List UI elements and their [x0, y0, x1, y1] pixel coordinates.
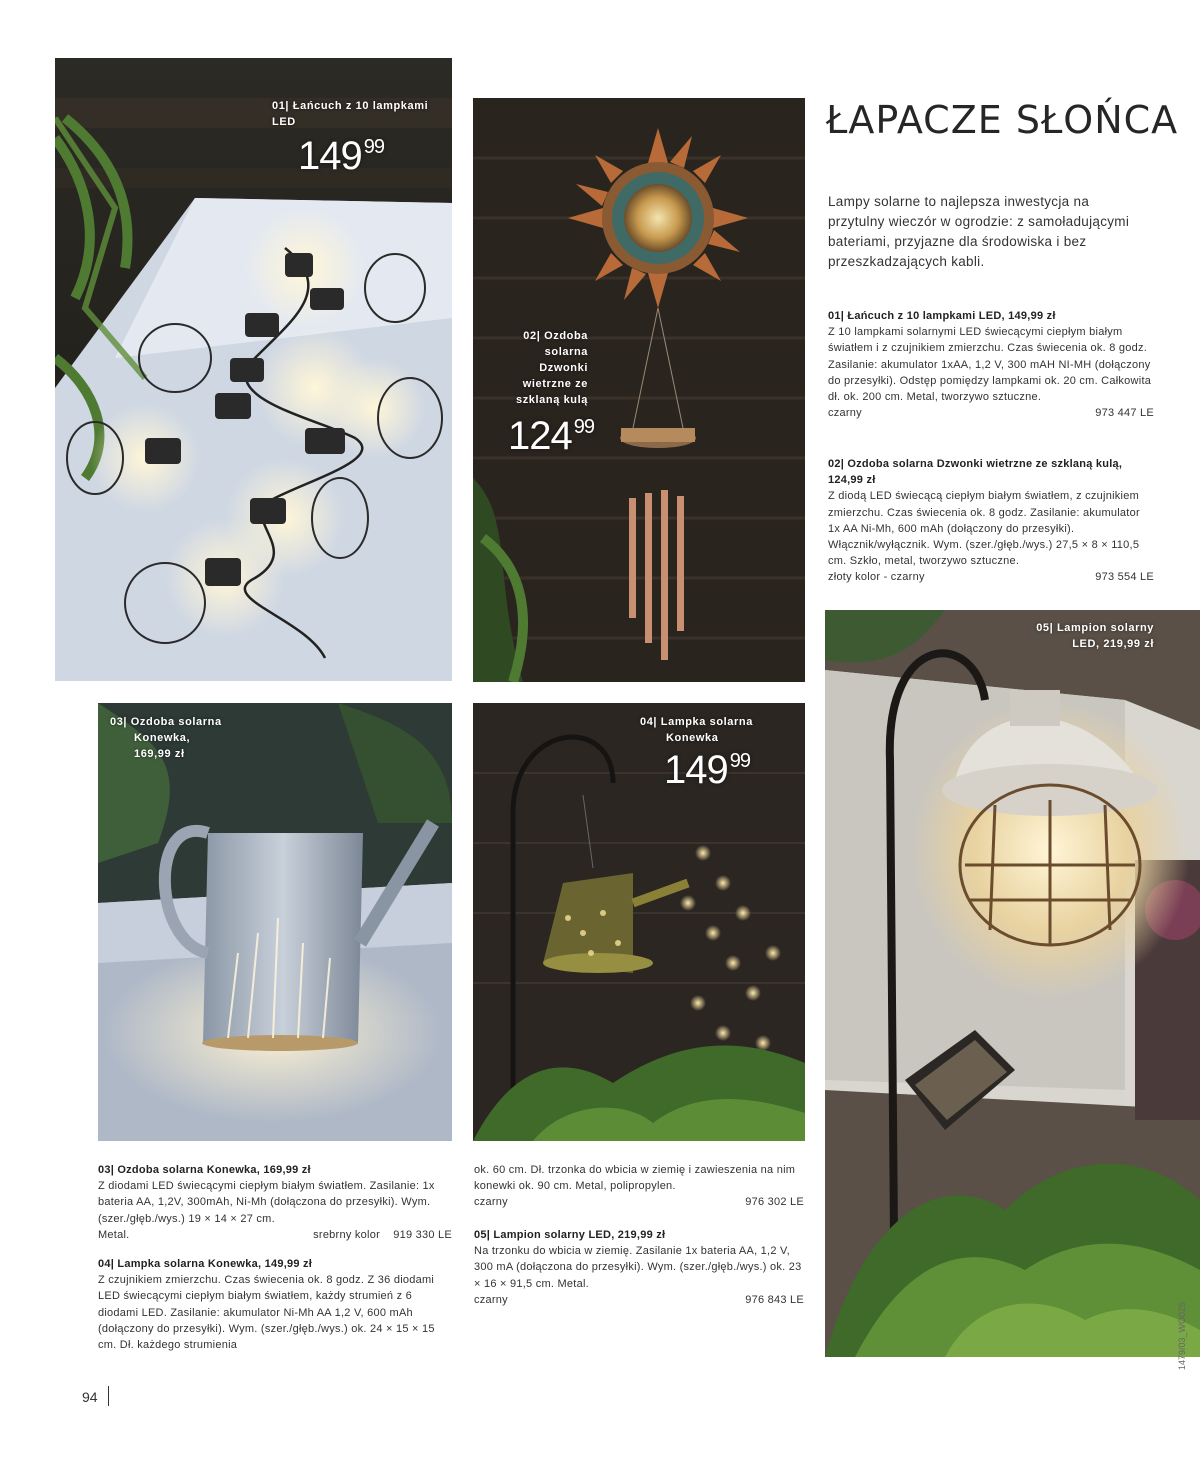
price-cents: 99: [729, 750, 750, 772]
product-sku: 973 554 LE: [1095, 571, 1154, 584]
product-badge-05: [1002, 620, 1154, 652]
badge-line: Ozdoba solarna: [130, 716, 222, 728]
product-color: czarny: [474, 1293, 508, 1306]
product-heading: 02| Ozdoba solarna Dzwonki wietrzne ze szklaną kulą, 124,99 zł: [828, 458, 1123, 487]
product-description-04-continued: [474, 1162, 804, 1211]
product-color: złoty kolor - czarny: [828, 571, 925, 584]
badge-line: Dzwonki: [539, 362, 588, 374]
page-headline: ŁAPACZE SŁOŃCA: [826, 98, 1179, 142]
price-main: 149: [298, 134, 362, 178]
product-heading: 01| Łańcuch z 10 lampkami LED, 149,99 zł: [828, 310, 1056, 322]
product-sku: 919 330 LE: [393, 1228, 452, 1241]
badge-number: 01|: [272, 100, 290, 112]
badge-number: 02|: [523, 330, 541, 342]
product-color: srebrny kolor: [313, 1228, 380, 1241]
product-sku: 976 302 LE: [745, 1196, 804, 1209]
product-body: Z 10 lampkami solarnymi LED świecącymi ciepłym białym światłem i z czujnikiem zmierzchu. Czas świecenia ok. 8 godz. Zasilanie: akumulator 1xAA, 1,2 V, 300 mAH NI-MH (dołączony do przesyłki). Odstęp pomiędzy lampkami ok. 20 cm. Całkowita dł. ok. 200 cm. Metal, tworzywo sztuczne.: [828, 326, 1152, 404]
watering-can-lamp-image: [473, 703, 805, 1141]
product-body: Z czujnikiem zmierzchu. Czas świecenia ok. 8 godz. Z 36 diodami LED świecącymi ciepłym białym światłem, każdy strumień z 6 diodami LED. Zasilanie: akumulator Ni-Mh AA 1,2 V, 600 mAh (dołączony do przesyłki). Wym. (szer./głęb./wys.) ok. 24 × 15 × 15 cm. Dł. każdego strumienia: [98, 1274, 435, 1352]
badge-line: solarna: [544, 346, 588, 358]
product-description-02: [828, 456, 1154, 586]
price-main: 149: [664, 748, 728, 792]
price-cents: 99: [363, 136, 384, 158]
badge-number: 05|: [1036, 622, 1054, 634]
string-lights-image: [55, 58, 452, 681]
product-description-03: [98, 1162, 452, 1243]
badge-line: Konewka: [666, 732, 719, 744]
product-badge-02: [485, 328, 588, 408]
product-badge-01: [272, 98, 448, 130]
solar-lantern-image: [825, 610, 1200, 1357]
price-tag-02: [508, 416, 594, 463]
product-description-05: [474, 1227, 804, 1308]
product-badge-04: [640, 714, 790, 746]
page-number-divider: [108, 1386, 109, 1406]
product-sku: 973 447 LE: [1095, 407, 1154, 420]
product-color: czarny: [828, 407, 862, 420]
product-description-04: [98, 1256, 452, 1353]
badge-line: Lampion solarny: [1056, 622, 1154, 634]
badge-line: Lampka solarna: [660, 716, 753, 728]
badge-line: Konewka,: [134, 732, 191, 744]
product-photo-solar-lantern[interactable]: [825, 610, 1200, 1357]
product-material: Metal.: [98, 1228, 130, 1241]
price-cents: 99: [573, 416, 594, 438]
badge-line: Ozdoba: [544, 330, 588, 342]
price-main: 124: [508, 414, 572, 458]
product-heading: 03| Ozdoba solarna Konewka, 169,99 zł: [98, 1164, 311, 1176]
product-body: Z diodami LED świecącymi ciepłym białym światłem. Zasilanie: 1x bateria AA, 1,2V, 300mAh, Ni-Mh (dołączona do przesyłki). Wym. (szer./głęb./wys.) 19 × 14 × 27 cm.: [98, 1180, 435, 1225]
product-description-01: [828, 308, 1154, 421]
badge-line: LED, 219,99 zł: [1072, 638, 1154, 650]
badge-line: wietrzne ze: [522, 378, 588, 390]
product-color: czarny: [474, 1196, 508, 1209]
badge-line: szklaną kulą: [515, 394, 588, 406]
price-tag-01: [298, 136, 384, 183]
product-sku: 976 843 LE: [745, 1293, 804, 1306]
badge-number: 03|: [110, 716, 128, 728]
price-tag-04: [664, 750, 750, 797]
badge-number: 04|: [640, 716, 658, 728]
product-body: Na trzonku do wbicia w ziemię. Zasilanie 1x bateria AA, 1,2 V, 300 mA (dołączona do przesyłki). Wym. (szer./głęb./wys.) ok. 23 × 16 × 91,5 cm. Metal.: [474, 1245, 802, 1290]
product-photo-watering-can-ornament[interactable]: [98, 703, 452, 1141]
page-number: 94: [82, 1389, 98, 1405]
catalog-code: 1479/03_WO025: [1177, 1301, 1187, 1370]
product-body: Z diodą LED świecącą ciepłym białym światłem, z czujnikiem zmierzchu. Czas świecenia ok. 8 godz. Zasilanie: akumulator 1x AA Ni-Mh, 600 mAh (dołączony do przesyłki). Włącznik/wyłącznik. Wym. (szer./głęb./wys.) 27,5 × 8 × 110,5 cm. Szkło, metal, tworzywo sztuczne.: [828, 490, 1140, 568]
watering-can-ornament-image: [98, 703, 452, 1141]
product-badge-03: [110, 714, 260, 762]
intro-paragraph: Lampy solarne to najlepsza inwestycja na przytulny wieczór w ogrodzie: z samoładującymi bateriami, przyjazne dla środowiska i bez przeszkadzających kabli.: [828, 194, 1130, 269]
product-photo-watering-can-lamp[interactable]: [473, 703, 805, 1141]
badge-title: Łańcuch z 10 lampkami LED: [272, 100, 429, 128]
product-heading: 05| Lampion solarny LED, 219,99 zł: [474, 1229, 666, 1241]
product-heading: 04| Lampka solarna Konewka, 149,99 zł: [98, 1258, 313, 1270]
badge-line: 169,99 zł: [134, 748, 185, 760]
product-photo-string-lights[interactable]: [55, 58, 452, 681]
product-body-continued: ok. 60 cm. Dł. trzonka do wbicia w ziemię i zawieszenia na nim konewki ok. 90 cm. Metal, polipropylen.: [474, 1164, 796, 1193]
